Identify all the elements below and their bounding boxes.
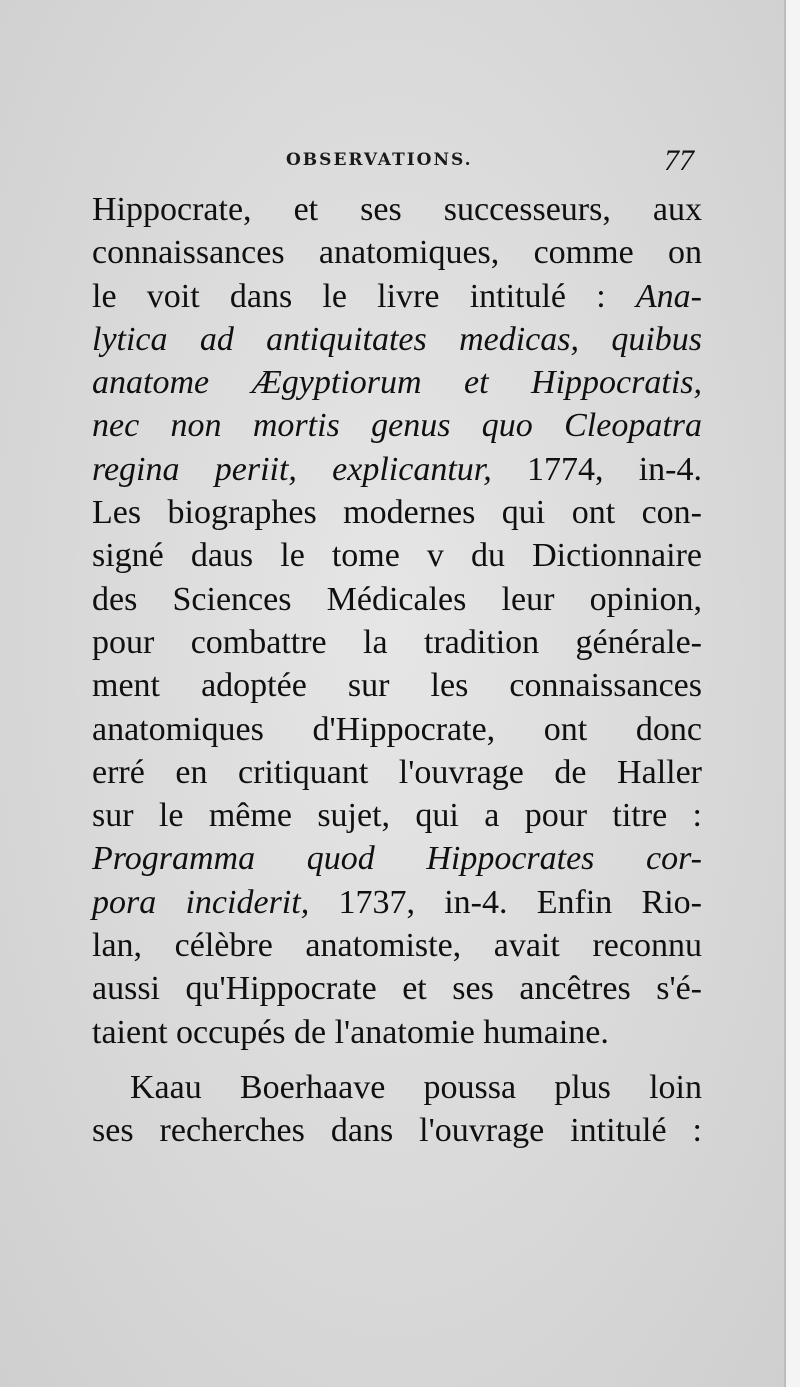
text-line: anatomiques d'Hippocrate, ont donc bbox=[92, 710, 702, 748]
text-line: aussi qu'Hippocrate et ses ancêtres s'é- bbox=[92, 970, 702, 1008]
page-edge bbox=[786, 0, 800, 1387]
text-line: Programma quod Hippocrates cor- bbox=[92, 840, 702, 878]
text-line: des Sciences Médicales leur opinion, bbox=[92, 580, 702, 618]
text-line: lan, célèbre anatomiste, avait reconnu bbox=[92, 927, 702, 965]
text-line: signé daus le tome v du Dictionnaire bbox=[92, 537, 702, 575]
text-line: anatome Ægyptiorum et Hippocratis, bbox=[92, 364, 702, 402]
text-line: sur le même sujet, qui a pour titre : bbox=[92, 797, 702, 835]
text-line: ses recherches dans l'ouvrage intitulé : bbox=[92, 1112, 702, 1150]
text-line: pora inciderit, 1737, in-4. Enfin Rio- bbox=[92, 883, 702, 921]
page-number: 77 bbox=[664, 144, 694, 177]
text-line: erré en critiquant l'ouvrage de Haller bbox=[92, 753, 702, 791]
text-line: nec non mortis genus quo Cleopatra bbox=[92, 407, 702, 445]
text-line: regina periit, explicantur, 1774, in-4. bbox=[92, 450, 702, 488]
text-line: le voit dans le livre intitulé : Ana- bbox=[92, 277, 702, 315]
text-line: lytica ad antiquitates medicas, quibus bbox=[92, 320, 702, 358]
running-head: OBSERVATIONS. bbox=[286, 150, 473, 170]
text-line: ment adoptée sur les connaissances bbox=[92, 667, 702, 705]
body-text bbox=[92, 188, 702, 1153]
text-line: pour combattre la tradition générale- bbox=[92, 623, 702, 661]
text-line: Hippocrate, et ses successeurs, aux bbox=[92, 191, 702, 228]
text-line: taient occupés de l'anatomie humaine. bbox=[92, 1013, 609, 1051]
paragraph-start-line: Kaau Boerhaave poussa plus loin bbox=[130, 1068, 702, 1106]
page-header bbox=[90, 140, 700, 190]
text-line: connaissances anatomiques, comme on bbox=[92, 234, 702, 272]
text-line: Les biographes modernes qui ont con- bbox=[92, 494, 702, 532]
